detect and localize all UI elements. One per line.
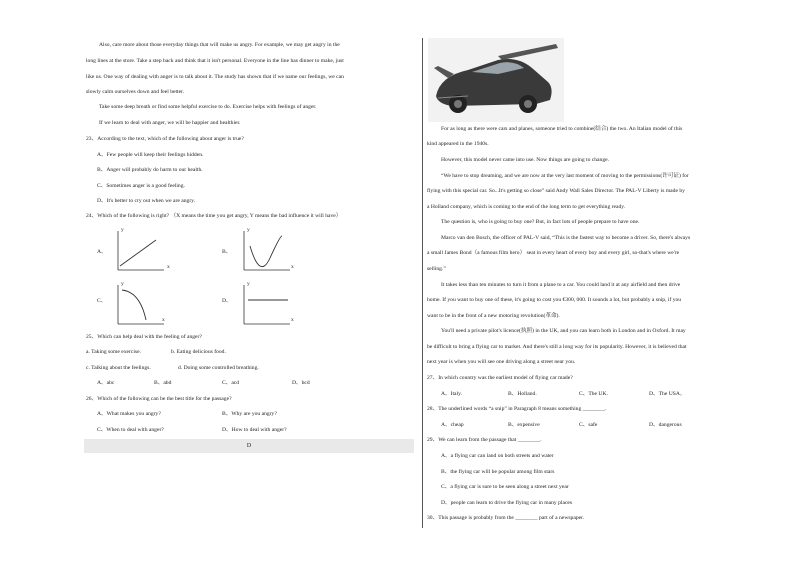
question-27-option[interactable]: B、Holland. (508, 391, 537, 397)
graph-d-label[interactable]: D、 (222, 298, 232, 304)
question-26-option[interactable]: C、When to deal with anger? (97, 427, 164, 433)
column-divider (422, 38, 423, 528)
question-23-stem: 23、According to the text, which of the following about anger is true? (86, 136, 244, 142)
question-25-option[interactable]: B、abd (154, 380, 172, 386)
question-27-option[interactable]: A、Italy. (441, 391, 462, 397)
axis-x-label: x (162, 317, 165, 323)
question-29-option[interactable]: D、people can learn to drive the flying car in many places (441, 500, 573, 506)
question-29-option[interactable]: C、a flying car is sure to be seen along a street next year (441, 484, 569, 490)
question-27-option[interactable]: C、The UK. (579, 391, 608, 397)
question-28-stem: 28、The underlined words “a snip” in Paragraph 8 means something ________. (427, 406, 607, 412)
right-paragraph: It takes less than ten minutes to turn it from a plane to a car. You could land it at any airfield and then drive (441, 282, 681, 288)
right-paragraph: want to be in the front of a new motoring revolution(革命). (427, 313, 560, 319)
question-23-option[interactable]: A、Few people will keep their feelings hidden. (97, 152, 204, 158)
left-paragraph: Take some deep breath or find some helpful exercise to do. Exercise helps with feelings of anger. (99, 104, 317, 110)
axis-y-label: y (121, 281, 124, 287)
left-paragraph: like us. One way of dealing with anger is to talk about it. The study has shown that if we name our feelings, we can (86, 74, 344, 80)
question-30-stem: 30、This passage is probably from the ________ part of a newspaper. (427, 515, 585, 521)
question-28-option[interactable]: C、safe (579, 422, 598, 428)
question-29-option[interactable]: B、the flying car will be popular among film stars (441, 469, 555, 475)
question-28-option[interactable]: B、expensive (508, 422, 540, 428)
right-paragraph: a Holland company, which is coming to the end of the long term to get everything ready. (427, 204, 626, 210)
question-29-option[interactable]: A、a flying car can land on both streets and water (441, 453, 554, 459)
right-paragraph: next year is when you will see one driving along a street near you. (427, 359, 576, 365)
axis-x-label: x (291, 264, 294, 270)
question-25-stem: 25、Which can help deal with the feeling of anger? (86, 334, 202, 340)
question-24-stem: 24、Which of the following is right? （X means the time you get angry, Y means the bad influence it will have） (86, 213, 342, 219)
section-header (84, 439, 414, 453)
axis-y-label: y (247, 281, 250, 287)
question-25-item: a. Taking some exercise. (86, 349, 141, 355)
question-23-option[interactable]: D、It's better to cry out when we are angry. (97, 198, 196, 204)
right-paragraph: a small James Bond（a famous film hero） seat in every heart of every boy and every girl, so-that's where we're (427, 250, 680, 256)
graph-a-icon (112, 228, 174, 274)
right-paragraph: Marco van den Bosch, the officer of PAL-V said, “This is the fastest way to become a driver. So, there's always (441, 235, 691, 241)
right-paragraph: be difficult to bring a flying car to market. And there's still a long way for its popularity. However, it is believed that (427, 344, 687, 350)
left-paragraph: long lines at the store. Take a step back and think that it isn't personal. Everyone in the line has dinner to make, just (86, 58, 344, 64)
right-paragraph: home. If you want to buy one of these, it's going to cost you €300, 000. It sounds a lot, but probably a snip, if you (427, 297, 682, 303)
graph-b-label[interactable]: B、 (222, 249, 232, 255)
right-paragraph: selling.” (427, 266, 446, 272)
question-25-item: d. Doing some controlled breathing. (178, 365, 259, 371)
question-27-option[interactable]: D、The USA。 (649, 391, 686, 397)
right-paragraph: flying with this special car. So...It's getting so close” said Andy Wall Sales Director. The PAL-V Liberty is made by (427, 188, 685, 194)
section-label: D (246, 443, 252, 449)
question-23-option[interactable]: B、Anger will probably do harm to our health. (97, 167, 203, 173)
question-26-stem: 26、Which of the following can be the best title for the passage? (86, 396, 232, 402)
question-28-option[interactable]: D、dangerous (649, 422, 682, 428)
question-28-option[interactable]: A、cheap (441, 422, 464, 428)
question-25-option[interactable]: C、acd (222, 380, 240, 386)
flying-car-photo (428, 38, 564, 122)
right-paragraph: You'll need a private pilot's licence(执照) in the UK, and you can learn both in London and in Oxford. It may (441, 328, 686, 334)
question-26-option[interactable]: D、How to deal with anger? (222, 427, 287, 433)
right-paragraph: However, this model never came into use. Now things are going to change. (441, 157, 610, 163)
question-26-option[interactable]: A、What makes you angry? (97, 411, 161, 417)
question-25-option[interactable]: D、bcd (292, 380, 310, 386)
axis-y-label: y (121, 227, 124, 233)
graph-c-label[interactable]: C、 (97, 298, 107, 304)
right-paragraph: kind appeared in the 1940s. (427, 141, 489, 147)
question-25-item: c. Talking about the feelings. (86, 365, 151, 371)
left-paragraph: If we learn to deal with anger, we will be happier and healthier. (99, 120, 241, 126)
right-paragraph: “We have to stop dreaming, and we are now at the very last moment of moving to the permissions(许可证) for (441, 173, 689, 179)
question-26-option[interactable]: B、Why are you angry? (222, 411, 277, 417)
right-paragraph: The question is, who is going to buy one? But, in fact lots of people prepare to have one. (441, 219, 640, 225)
right-paragraph: For as long as there were cars and planes, someone tried to combine(结合) the two. An Italian model of this (441, 126, 683, 132)
left-paragraph: slowly calm ourselves down and feel better. (86, 89, 185, 95)
question-25-option[interactable]: A、abc (97, 380, 115, 386)
axis-x-label: x (291, 317, 294, 323)
question-29-stem: 29、We can learn from the passage that ________. (427, 437, 542, 443)
graph-a-label[interactable]: A、 (97, 249, 107, 255)
question-27-stem: 27、In which country was the earliest model of flying car made? (427, 375, 573, 381)
axis-y-label: y (247, 227, 250, 233)
question-25-item: b. Eating delicious food. (171, 349, 226, 355)
left-paragraph: Also, care more about those everyday things that will make us angry. For example, we may get angry in the (99, 42, 340, 48)
question-23-option[interactable]: C、Sometimes anger is a good feeling. (97, 183, 185, 189)
axis-x-label: x (167, 264, 170, 270)
